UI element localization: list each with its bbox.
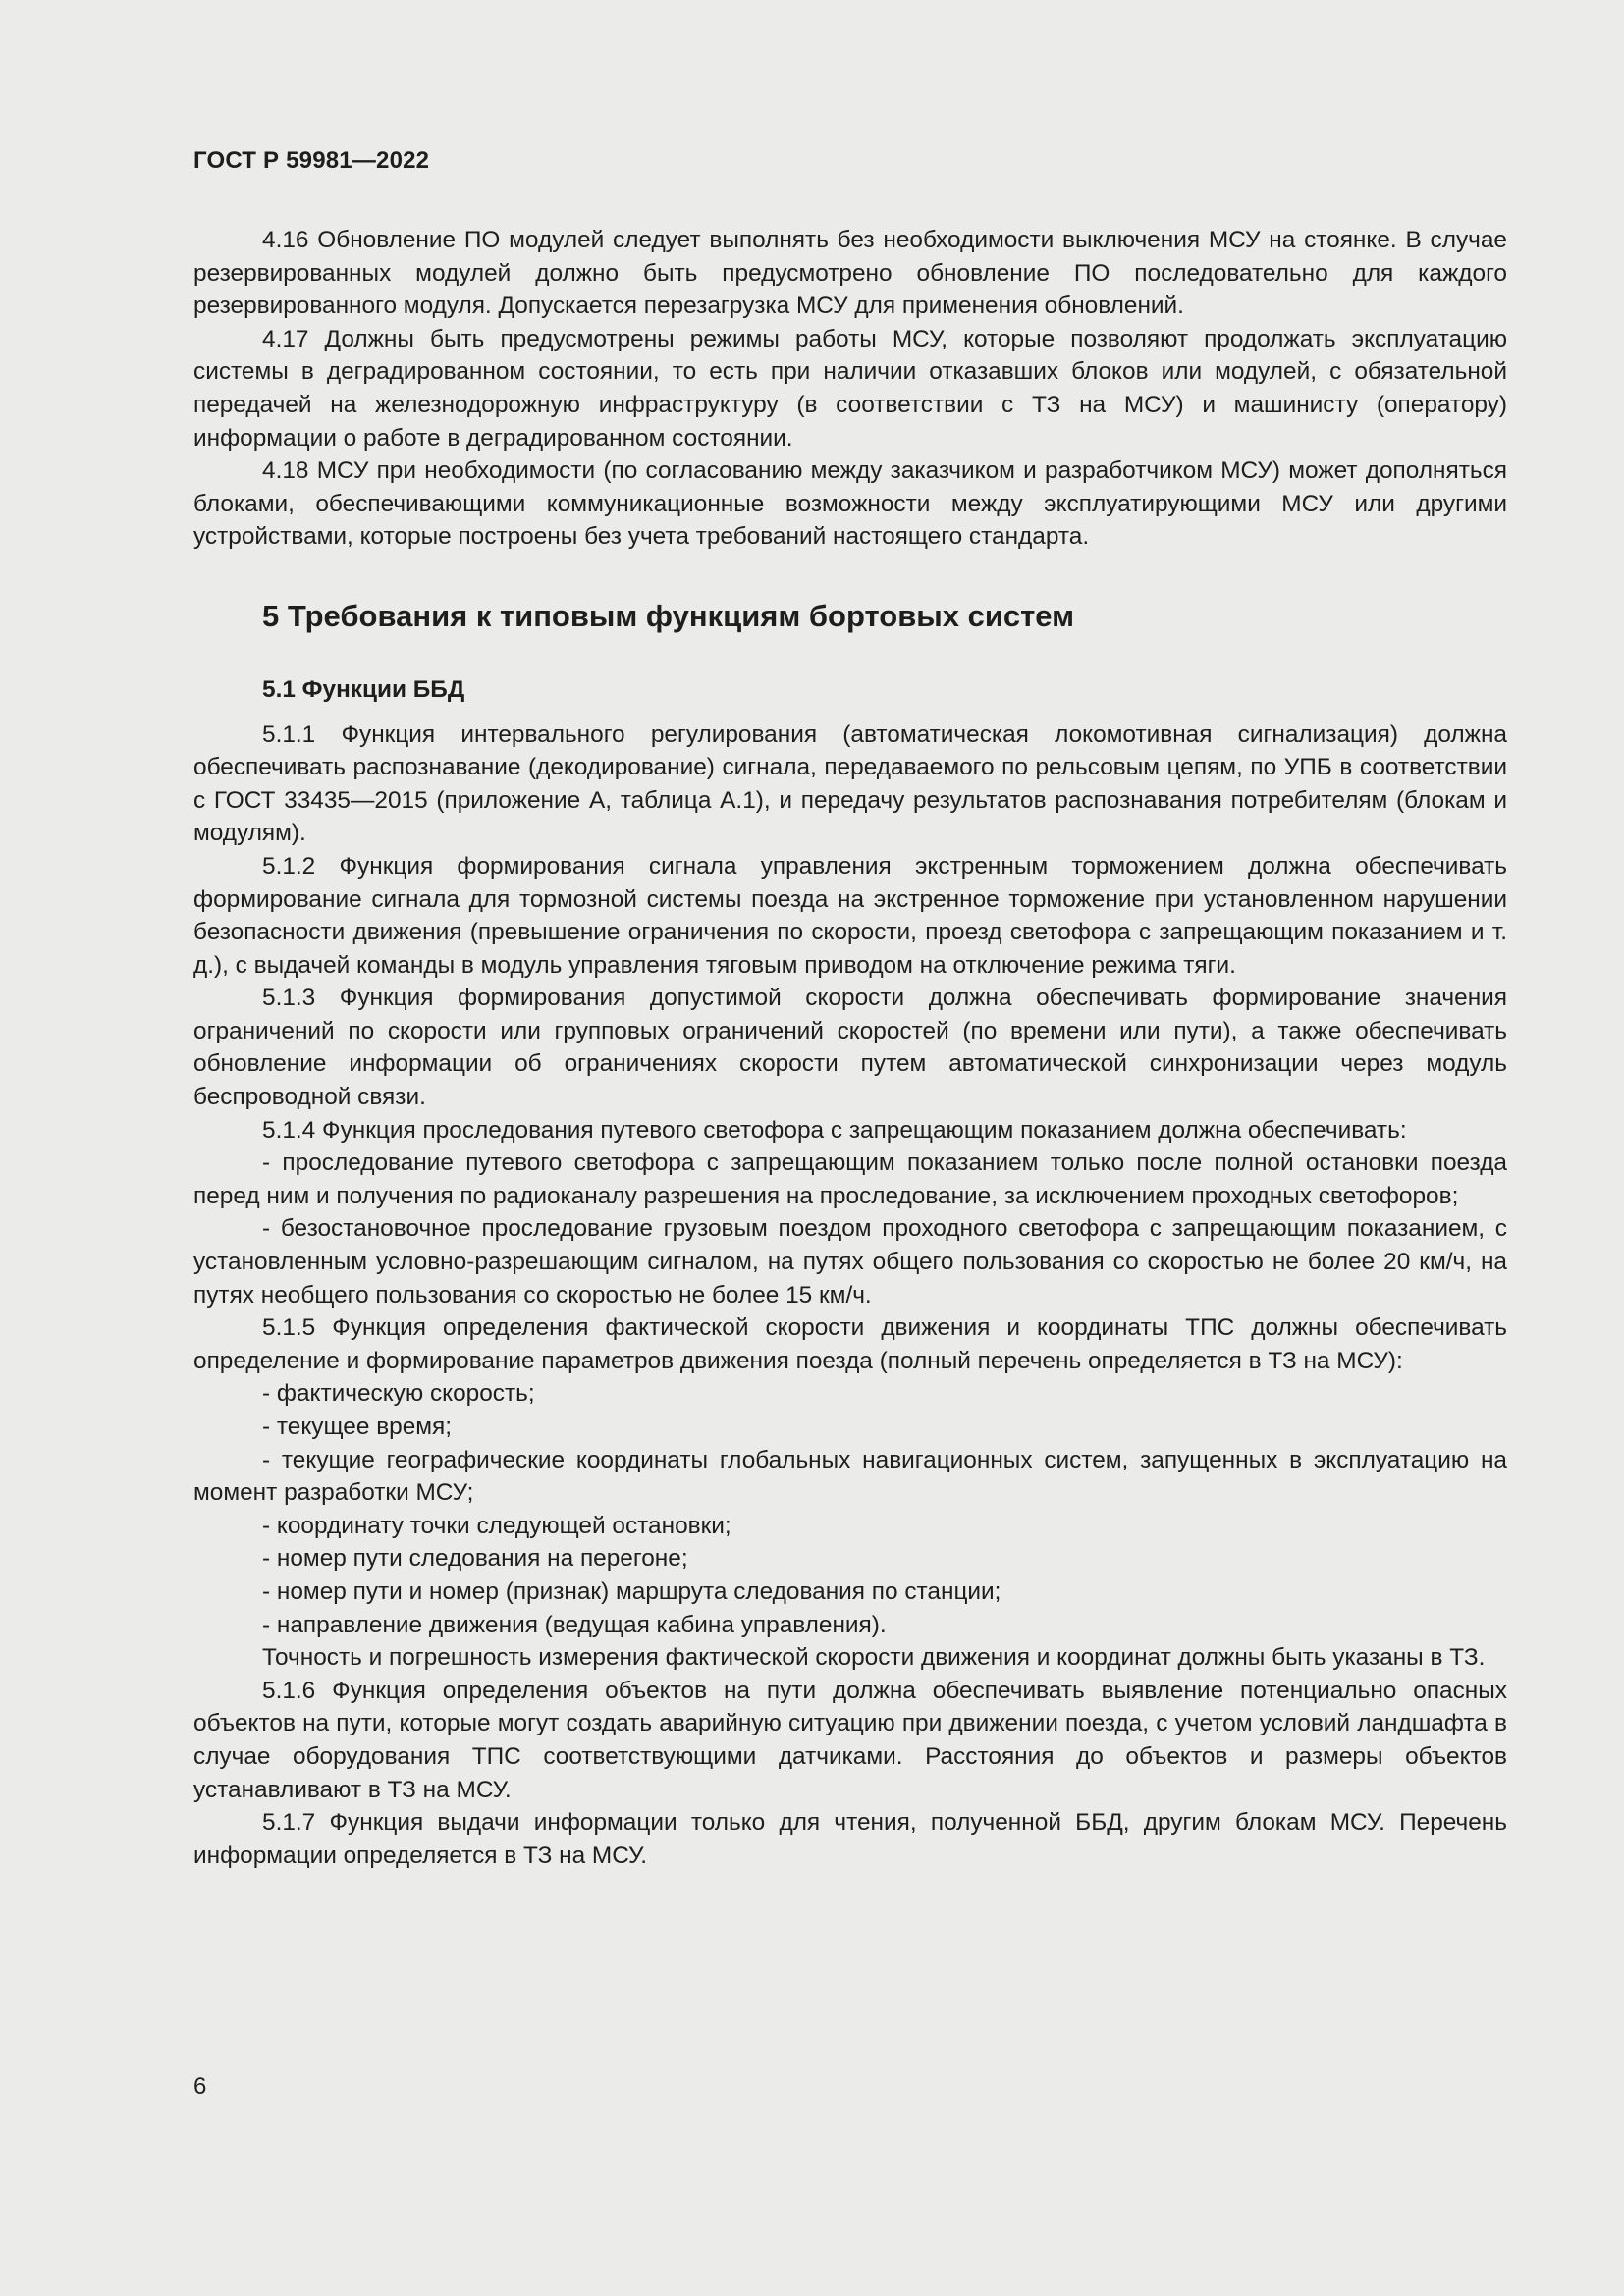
paragraph-5-1-7: 5.1.7 Функция выдачи информации только для чтения, полученной ББД, другим блокам МСУ. Перечень информации определяется в ТЗ на МСУ. <box>193 1809 1507 1869</box>
paragraph-5-1-5: 5.1.5 Функция определения фактической скорости движения и координаты ТПС должны обеспечивать определение и формирование параметров движения поезда (полный перечень определяется в ТЗ на МСУ): <box>193 1314 1507 1374</box>
section-heading: 5 Требования к типовым функциям бортовых систем <box>262 598 1075 633</box>
list-item: - направление движения (ведущая кабина управления). <box>262 1611 887 1638</box>
list-item: - текущее время; <box>262 1414 453 1440</box>
paragraph-5-1-6: 5.1.6 Функция определения объектов на пути должна обеспечивать выявление потенциально опасных объектов на пути, которые могут создать аварийную ситуацию при движении поезда, с учетом условий ландшафта в случае оборудования ТПС соответствующими датчиками. Расстояния до объектов и размеры объектов устанавливают в ТЗ на МСУ. <box>193 1677 1507 1803</box>
subsection-heading: 5.1 Функции ББД <box>262 675 465 703</box>
paragraph-5-1-4: 5.1.4 Функция проследования путевого светофора с запрещающим показанием должна обеспечивать: <box>262 1116 1407 1144</box>
list-item: - координату точки следующей остановки; <box>262 1512 731 1539</box>
list-item: - номер пути и номер (признак) маршрута следования по станции; <box>262 1577 1001 1605</box>
paragraph-4-17: 4.17 Должны быть предусмотрены режимы работы МСУ, которые позволяют продолжать эксплуатацию системы в деградированном состоянии, то есть при наличии отказавших блоков или модулей, с обязательной передачей на железнодорожную инфраструктуру (в соответствии с ТЗ на МСУ) и машинисту (оператору) информации о работе в деградированном состоянии. <box>193 325 1507 452</box>
paragraph-4-18: 4.18 МСУ при необходимости (по согласованию между заказчиком и разработчиком МСУ) может дополняться блоками, обеспечивающими коммуникационные возможности между эксплуатирующими МСУ или другими устройствами, которые построены без учета требований настоящего стандарта. <box>193 457 1507 551</box>
list-item: - безостановочное проследование грузовым поездом проходного светофора с запрещающим показанием, с установленным условно-разрешающим сигналом, на путях общего пользования со скоростью не более 20 км/ч, на путях необщего пользования со скоростью не более 15 км/ч. <box>193 1215 1507 1308</box>
page-number: 6 <box>193 2073 207 2100</box>
paragraph-accuracy: Точность и погрешность измерения фактической скорости движения и координат должны быть указаны в ТЗ. <box>262 1644 1486 1672</box>
paragraph-4-16: 4.16 Обновление ПО модулей следует выполнять без необходимости выключения МСУ на стоянке. В случае резервированных модулей должно быть предусмотрено обновление ПО последовательно для каждого резервированного модуля. Допускается перезагрузка МСУ для применения обновлений. <box>193 227 1507 320</box>
list-item: - номер пути следования на перегоне; <box>262 1545 688 1573</box>
list-item: - проследование путевого светофора с запрещающим показанием только после полной остановки поезда перед ним и получения по радиоканалу разрешения на проследование, за исключением проходных светофоров; <box>193 1149 1507 1209</box>
paragraph-5-1-3: 5.1.3 Функция формирования допустимой скорости должна обеспечивать формирование значения ограничений по скорости или групповых ограничений скоростей (по времени или пути), а также обеспечивать обновление информации об ограничениях скорости путем автоматической синхронизации через модуль беспроводной связи. <box>193 985 1507 1111</box>
document-header: ГОСТ Р 59981—2022 <box>193 147 430 174</box>
paragraph-5-1-2: 5.1.2 Функция формирования сигнала управления экстренным торможением должна обеспечивать формирование сигнала для тормозной системы поезда на экстренное торможение при установленном нарушении безопасности движения (превышение ограничения по скорости, проезд светофора с запрещающим показанием и т. д.), с выдачей команды в модуль управления тяговым приводом на отключение режима тяги. <box>193 852 1507 979</box>
list-item: - фактическую скорость; <box>262 1380 535 1408</box>
document-body <box>193 224 1507 1872</box>
list-item: - текущие географические координаты глобальных навигационных систем, запущенных в эксплуатацию на момент разработки МСУ; <box>193 1446 1507 1507</box>
paragraph-5-1-1: 5.1.1 Функция интервального регулирования (автоматическая локомотивная сигнализация) должна обеспечивать распознавание (декодирование) сигнала, передаваемого по рельсовым цепям, по УПБ в соответствии с ГОСТ 33435—2015 (приложение А, таблица А.1), и передачу результатов распознавания потребителям (блокам и модулям). <box>193 721 1507 847</box>
